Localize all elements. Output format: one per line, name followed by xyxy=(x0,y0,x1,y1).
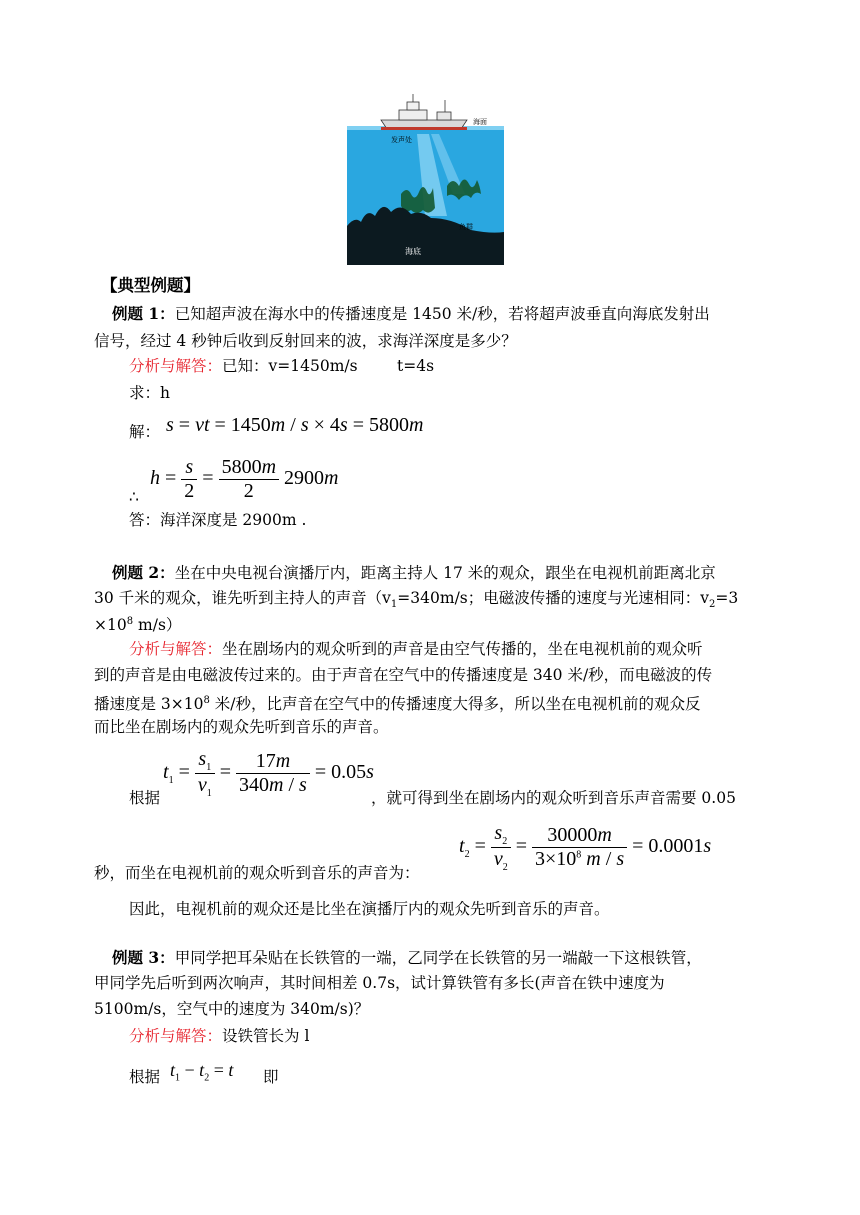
ex2-sub2: 2 xyxy=(709,599,716,611)
ex2-line1-text: 坐在中央电视台演播厅内，距离主持人 17 米的观众，跟坐在电视机前距离北京 xyxy=(174,564,716,582)
ex2-line2a: 30 千米的观众，谁先听到主持人的声音（v xyxy=(94,589,391,607)
ex3-setup: 设铁管长为 l xyxy=(222,1027,310,1045)
ex2-after-eq1: ，就可得到坐在剧场内的观众听到音乐声音需要 0.05 xyxy=(371,789,736,807)
sonar-illustration-svg xyxy=(347,94,504,265)
ex3-head: 例题 3： xyxy=(112,948,175,967)
fish-label: 鱼群 xyxy=(459,223,473,231)
ex1-answer: 答：海洋深度是 2900m . xyxy=(129,511,307,529)
ex2-eq1-frac1: $\frac{s_1}{v_1}$ xyxy=(195,748,215,799)
ex1-frac2: $\frac{5800m}{2}$ xyxy=(219,456,279,503)
ex2-p1-text: 坐在剧场内的观众听到的声音是由空气传播的，坐在电视机前的观众听 xyxy=(222,640,703,658)
ex2-eq2: $t_2$ = $\frac{s_2}{v_2}$ = $\frac{30000m}{3\times 10^8 m / s}$ = 0.0001s xyxy=(459,822,712,873)
ex2-p2: 到的声音是由电磁波传过来的。由于声音在空气中的传播速度是 340 米/秒，而电磁波的传 xyxy=(94,666,713,684)
ex1-analysis xyxy=(129,355,434,377)
ex2-eq2-frac2: $\frac{30000m}{3\times 10^8 m / s}$ xyxy=(532,824,627,871)
ex2-line-sec: 秒，而坐在电视机前的观众听到音乐的声音为： xyxy=(94,864,420,882)
ex1-analysis-label: 分析与解答： xyxy=(129,357,223,375)
ex2-p3-exp8: 8 xyxy=(203,695,210,706)
ex2-eq1: $t_1$ = $\frac{s_1}{v_1}$ = $\frac{17m}{340m / s}$ = 0.05s xyxy=(163,748,374,799)
sea-surface-label: 海面 xyxy=(473,118,487,126)
ex3-line1-text: 甲同学把耳朵贴在长铁管的一端，乙同学在长铁管的另一端敲一下这根铁管， xyxy=(174,949,702,967)
ex2-eq2-frac1: $\frac{s_2}{v_2}$ xyxy=(491,822,511,873)
ex2-exp8: 8 xyxy=(126,616,134,627)
ex2-p3 xyxy=(94,690,701,715)
ex2-analysis-label: 分析与解答： xyxy=(129,640,223,658)
ex2-line3a: ×10 xyxy=(94,616,127,635)
emitter-label: 发声处 xyxy=(391,136,412,144)
ex2-p1 xyxy=(129,638,703,660)
ex3-by-label: 根据 xyxy=(129,1068,161,1086)
ex2-line3b: m/s） xyxy=(133,616,182,635)
ex1-frac1: $\frac{s}{2}$ xyxy=(181,456,197,503)
sonar-illustration xyxy=(347,94,504,265)
section-title: 【典型例题】 xyxy=(101,276,200,295)
ex2-p4: 而比坐在剧场内的观众先听到音乐的声音。 xyxy=(94,718,389,736)
ex1-line1-text: 已知超声波在海水中的传播速度是 1450 米/秒，若将超声波垂直向海底发射出 xyxy=(174,305,710,323)
ex1-solve-label: 解： xyxy=(129,423,161,441)
ex2-conclusion: 因此，电视机前的观众还是比坐在演播厅内的观众先听到音乐的声音。 xyxy=(129,900,610,918)
ex2-line2c: =3 xyxy=(715,589,739,607)
ex2-p3a: 播速度是 3×10 xyxy=(94,695,204,714)
ex2-p3b: 米/秒，比声音在空气中的传播速度大得多，所以坐在电视机前的观众反 xyxy=(209,695,701,714)
ex2-eq1-frac2: $\frac{17m}{340m / s}$ xyxy=(236,750,310,797)
ex2-sub1: 1 xyxy=(390,599,398,611)
ex1-eq2: h = $\frac{s}{2}$ = $\frac{5800m}{2}$ 2900m xyxy=(150,456,339,502)
ex3-analysis xyxy=(129,1025,309,1047)
ex1-find: 求：h xyxy=(129,384,170,402)
ex1-line1 xyxy=(112,303,710,325)
seabed-label: 海底 xyxy=(405,247,421,256)
ex2-by-label: 根据 xyxy=(129,789,161,807)
ex1-line2: 信号，经过 4 秒钟后收到反射回来的波，求海洋深度是多少？ xyxy=(94,332,517,350)
ex2-line2b: =340m/s；电磁波传播的速度与光速相同：v xyxy=(397,589,710,607)
ex2-head: 例题 2： xyxy=(112,563,175,582)
ex3-analysis-label: 分析与解答： xyxy=(129,1027,223,1045)
ex3-line3: 5100m/s，空气中的速度为 340m/s)？ xyxy=(94,1000,370,1018)
ex1-therefore: ∴ xyxy=(129,488,139,506)
ex1-head: 例题 1： xyxy=(112,304,175,323)
ex3-eq: $t_1 - t_2 = t$ xyxy=(170,1060,234,1084)
ex1-eq1: s = vt = 1450m / s × 4s = 5800m xyxy=(166,414,424,436)
ex1-known: 已知：v=1450m/s t=4s xyxy=(222,357,435,375)
ex3-line1 xyxy=(112,947,702,969)
ex3-then: 即 xyxy=(263,1068,279,1086)
ex2-line2 xyxy=(94,587,738,616)
ex3-line2: 甲同学先后听到两次响声，其时间相差 0.7s，试计算铁管有多长(声音在铁中速度为 xyxy=(94,974,665,992)
ex2-line1 xyxy=(112,562,716,584)
ex2-line3 xyxy=(94,611,181,636)
